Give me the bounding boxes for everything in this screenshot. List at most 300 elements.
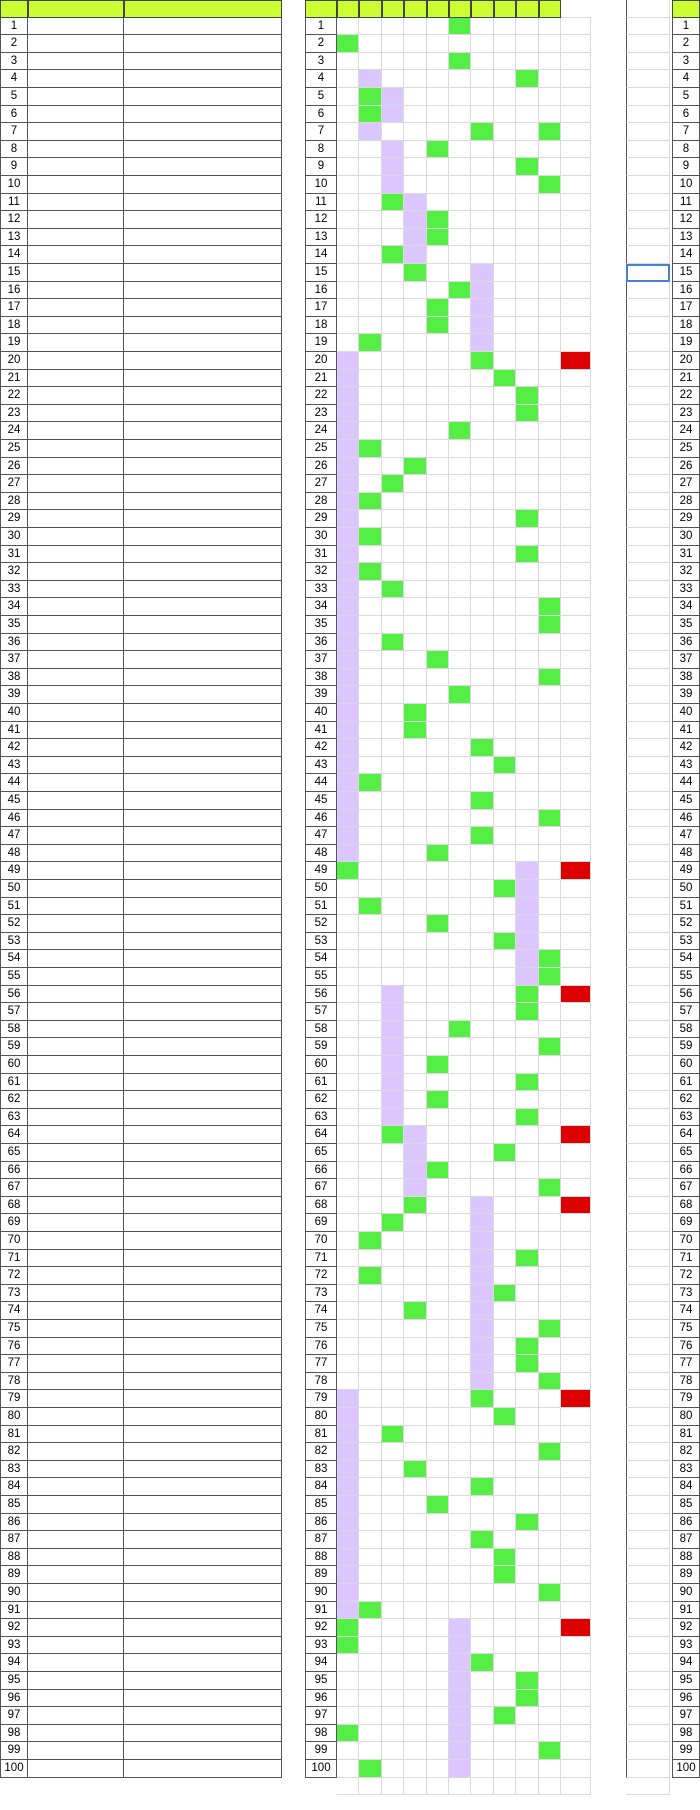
grid-cell[interactable]: [359, 528, 381, 546]
grid-cell[interactable]: [382, 634, 404, 652]
marita-cell[interactable]: [124, 229, 282, 247]
grid-cell[interactable]: [494, 458, 516, 476]
row-lp[interactable]: 94: [0, 1654, 28, 1672]
typy-cell[interactable]: [626, 1619, 670, 1637]
grid-cell[interactable]: [471, 616, 493, 634]
grid-cell[interactable]: [539, 1707, 561, 1725]
kostka-cell[interactable]: [28, 1056, 124, 1074]
grid-cell[interactable]: [382, 880, 404, 898]
marita-cell[interactable]: [124, 968, 282, 986]
grid-cell[interactable]: [427, 862, 449, 880]
grid-cell[interactable]: [516, 387, 538, 405]
grid-cell[interactable]: [471, 264, 493, 282]
grid-cell[interactable]: [494, 1074, 516, 1092]
grid-cell[interactable]: [359, 634, 381, 652]
grid-cell[interactable]: [404, 722, 426, 740]
row-lp-right[interactable]: 49: [672, 862, 700, 880]
grid-cell[interactable]: [471, 475, 493, 493]
flag-cell[interactable]: [561, 1232, 591, 1250]
typy-cell[interactable]: [626, 176, 670, 194]
grid-cell[interactable]: [539, 1214, 561, 1232]
grid-row-lp[interactable]: 36: [305, 634, 337, 652]
row-lp[interactable]: 57: [0, 1003, 28, 1021]
row-lp[interactable]: 84: [0, 1478, 28, 1496]
flag-cell[interactable]: [561, 774, 591, 792]
marita-cell[interactable]: [124, 264, 282, 282]
grid-cell[interactable]: [516, 1373, 538, 1391]
grid-cell[interactable]: [516, 458, 538, 476]
grid-cell[interactable]: [471, 1549, 493, 1567]
row-lp[interactable]: 73: [0, 1285, 28, 1303]
grid-cell[interactable]: [494, 915, 516, 933]
grid-cell[interactable]: [516, 880, 538, 898]
flag-cell[interactable]: [561, 1355, 591, 1373]
grid-cell[interactable]: [516, 1742, 538, 1760]
flag-cell[interactable]: [561, 1091, 591, 1109]
grid-cell[interactable]: [494, 1267, 516, 1285]
header-marita[interactable]: [124, 0, 282, 18]
flag-cell[interactable]: [561, 1443, 591, 1461]
grid-cell[interactable]: [471, 334, 493, 352]
grid-cell[interactable]: [516, 528, 538, 546]
grid-cell[interactable]: [427, 264, 449, 282]
grid-cell[interactable]: [449, 194, 471, 212]
kostka-cell[interactable]: [28, 968, 124, 986]
grid-cell[interactable]: [449, 352, 471, 370]
grid-cell[interactable]: [359, 1074, 381, 1092]
grid-row-lp[interactable]: 1: [305, 18, 337, 36]
row-lp-right[interactable]: 63: [672, 1109, 700, 1127]
grid-cell[interactable]: [359, 106, 381, 124]
grid-cell[interactable]: [449, 1126, 471, 1144]
marita-cell[interactable]: [124, 651, 282, 669]
grid-cell[interactable]: [337, 1707, 359, 1725]
grid-cell[interactable]: [539, 510, 561, 528]
row-lp-right[interactable]: 75: [672, 1320, 700, 1338]
typy-cell[interactable]: [626, 229, 670, 247]
grid-cell[interactable]: [539, 1690, 561, 1708]
grid-cell[interactable]: [404, 106, 426, 124]
grid-row-lp[interactable]: 95: [305, 1672, 337, 1690]
grid-row-lp[interactable]: 44: [305, 774, 337, 792]
kostka-cell[interactable]: [28, 581, 124, 599]
grid-cell[interactable]: [449, 563, 471, 581]
grid-cell[interactable]: [382, 739, 404, 757]
flag-cell[interactable]: [561, 88, 591, 106]
grid-cell[interactable]: [539, 1619, 561, 1637]
grid-cell[interactable]: [359, 1056, 381, 1074]
grid-cell[interactable]: [427, 387, 449, 405]
grid-cell[interactable]: [539, 1021, 561, 1039]
grid-cell[interactable]: [337, 546, 359, 564]
grid-cell[interactable]: [516, 282, 538, 300]
grid-cell[interactable]: [359, 282, 381, 300]
grid-cell[interactable]: [337, 563, 359, 581]
kostka-cell[interactable]: [28, 1197, 124, 1215]
grid-cell[interactable]: [449, 1003, 471, 1021]
grid-cell[interactable]: [337, 334, 359, 352]
grid-cell[interactable]: [449, 88, 471, 106]
grid-cell[interactable]: [516, 475, 538, 493]
grid-cell[interactable]: [427, 1742, 449, 1760]
grid-cell[interactable]: [471, 950, 493, 968]
row-lp-right[interactable]: 62: [672, 1091, 700, 1109]
grid-cell[interactable]: [471, 211, 493, 229]
grid-cell[interactable]: [337, 598, 359, 616]
grid-cell[interactable]: [539, 264, 561, 282]
typy-cell[interactable]: [626, 581, 670, 599]
grid-cell[interactable]: [359, 616, 381, 634]
flag-cell[interactable]: [561, 1654, 591, 1672]
grid-row-lp[interactable]: 15: [305, 264, 337, 282]
row-lp[interactable]: 34: [0, 598, 28, 616]
grid-cell[interactable]: [427, 933, 449, 951]
typy-cell[interactable]: [626, 1584, 670, 1602]
grid-cell[interactable]: [449, 1373, 471, 1391]
grid-cell[interactable]: [449, 334, 471, 352]
grid-cell[interactable]: [404, 440, 426, 458]
grid-cell[interactable]: [337, 1637, 359, 1655]
grid-cell[interactable]: [516, 211, 538, 229]
grid-row-lp[interactable]: 84: [305, 1478, 337, 1496]
grid-cell[interactable]: [539, 1074, 561, 1092]
grid-cell[interactable]: [471, 1267, 493, 1285]
grid-cell[interactable]: [359, 510, 381, 528]
grid-cell[interactable]: [449, 510, 471, 528]
grid-cell[interactable]: [539, 774, 561, 792]
grid-cell[interactable]: [516, 158, 538, 176]
grid-cell[interactable]: [516, 1355, 538, 1373]
flag-cell[interactable]: [561, 1637, 591, 1655]
grid-cell[interactable]: [539, 1549, 561, 1567]
grid-cell[interactable]: [471, 299, 493, 317]
flag-cell[interactable]: [561, 950, 591, 968]
grid-cell[interactable]: [471, 1338, 493, 1356]
grid-cell[interactable]: [494, 1549, 516, 1567]
marita-cell[interactable]: [124, 422, 282, 440]
marita-cell[interactable]: [124, 1373, 282, 1391]
row-lp-right[interactable]: 57: [672, 1003, 700, 1021]
grid-cell[interactable]: [337, 880, 359, 898]
typy-cell[interactable]: [626, 739, 670, 757]
typy-cell[interactable]: [626, 722, 670, 740]
kostka-cell[interactable]: [28, 1637, 124, 1655]
grid-cell[interactable]: [471, 1355, 493, 1373]
grid-cell[interactable]: [494, 792, 516, 810]
grid-cell[interactable]: [494, 1126, 516, 1144]
grid-cell[interactable]: [337, 440, 359, 458]
grid-cell[interactable]: [359, 1584, 381, 1602]
grid-row-lp[interactable]: 40: [305, 704, 337, 722]
grid-cell[interactable]: [449, 1038, 471, 1056]
grid-cell[interactable]: [404, 704, 426, 722]
grid-cell[interactable]: [494, 88, 516, 106]
marita-cell[interactable]: [124, 933, 282, 951]
grid-row-lp[interactable]: 62: [305, 1091, 337, 1109]
grid-cell[interactable]: [359, 1320, 381, 1338]
row-lp[interactable]: 100: [0, 1760, 28, 1778]
grid-cell[interactable]: [471, 1390, 493, 1408]
marita-cell[interactable]: [124, 1531, 282, 1549]
grid-cell[interactable]: [404, 352, 426, 370]
marita-cell[interactable]: [124, 1461, 282, 1479]
grid-cell[interactable]: [516, 757, 538, 775]
grid-cell[interactable]: [404, 1232, 426, 1250]
grid-cell[interactable]: [382, 722, 404, 740]
grid-row-lp[interactable]: 57: [305, 1003, 337, 1021]
row-lp-right[interactable]: 95: [672, 1672, 700, 1690]
typy-cell[interactable]: [626, 1426, 670, 1444]
row-lp-right[interactable]: 14: [672, 246, 700, 264]
grid-cell[interactable]: [359, 1390, 381, 1408]
grid-cell[interactable]: [516, 1426, 538, 1444]
grid-cell[interactable]: [404, 1338, 426, 1356]
total-cell[interactable]: [494, 1778, 516, 1796]
typy-cell[interactable]: [626, 1390, 670, 1408]
flag-cell[interactable]: [561, 686, 591, 704]
grid-cell[interactable]: [337, 704, 359, 722]
grid-cell[interactable]: [337, 1285, 359, 1303]
grid-cell[interactable]: [382, 211, 404, 229]
grid-cell[interactable]: [427, 334, 449, 352]
kostka-cell[interactable]: [28, 1602, 124, 1620]
typy-cell[interactable]: [626, 616, 670, 634]
grid-cell[interactable]: [337, 1091, 359, 1109]
marita-cell[interactable]: [124, 1408, 282, 1426]
grid-cell[interactable]: [516, 563, 538, 581]
grid-cell[interactable]: [539, 1003, 561, 1021]
grid-cell[interactable]: [449, 370, 471, 388]
grid-cell[interactable]: [427, 1602, 449, 1620]
marita-cell[interactable]: [124, 1267, 282, 1285]
grid-cell[interactable]: [404, 1109, 426, 1127]
typy-cell[interactable]: [626, 898, 670, 916]
typy-cell[interactable]: [626, 1514, 670, 1532]
flag-cell[interactable]: [561, 70, 591, 88]
grid-cell[interactable]: [359, 686, 381, 704]
row-lp[interactable]: 86: [0, 1514, 28, 1532]
grid-cell[interactable]: [539, 246, 561, 264]
grid-cell[interactable]: [404, 282, 426, 300]
grid-row-lp[interactable]: 25: [305, 440, 337, 458]
grid-cell[interactable]: [539, 581, 561, 599]
grid-cell[interactable]: [404, 1162, 426, 1180]
grid-cell[interactable]: [359, 1408, 381, 1426]
grid-cell[interactable]: [449, 1408, 471, 1426]
grid-cell[interactable]: [516, 1109, 538, 1127]
grid-cell[interactable]: [471, 123, 493, 141]
grid-cell[interactable]: [382, 387, 404, 405]
marita-cell[interactable]: [124, 1302, 282, 1320]
grid-cell[interactable]: [427, 1003, 449, 1021]
grid-cell[interactable]: [427, 88, 449, 106]
grid-cell[interactable]: [427, 722, 449, 740]
row-lp-right[interactable]: 48: [672, 845, 700, 863]
grid-cell[interactable]: [494, 1038, 516, 1056]
typy-cell[interactable]: [626, 1338, 670, 1356]
kostka-cell[interactable]: [28, 722, 124, 740]
flag-cell[interactable]: [561, 475, 591, 493]
grid-row-lp[interactable]: 69: [305, 1214, 337, 1232]
flag-cell[interactable]: [561, 827, 591, 845]
row-lp-right[interactable]: 61: [672, 1074, 700, 1092]
marita-cell[interactable]: [124, 1602, 282, 1620]
grid-cell[interactable]: [359, 986, 381, 1004]
grid-cell[interactable]: [404, 1302, 426, 1320]
grid-cell[interactable]: [516, 1038, 538, 1056]
row-lp[interactable]: 51: [0, 898, 28, 916]
row-lp-right[interactable]: 85: [672, 1496, 700, 1514]
grid-row-lp[interactable]: 16: [305, 282, 337, 300]
row-lp[interactable]: 23: [0, 405, 28, 423]
typy-cell[interactable]: [626, 1250, 670, 1268]
row-lp[interactable]: 37: [0, 651, 28, 669]
typy-cell[interactable]: [626, 968, 670, 986]
header-col-8[interactable]: [494, 0, 516, 18]
row-lp-right[interactable]: 70: [672, 1232, 700, 1250]
grid-cell[interactable]: [494, 35, 516, 53]
kostka-cell[interactable]: [28, 1725, 124, 1743]
kostka-cell[interactable]: [28, 264, 124, 282]
grid-cell[interactable]: [539, 1179, 561, 1197]
grid-cell[interactable]: [359, 1267, 381, 1285]
row-lp[interactable]: 1: [0, 18, 28, 36]
grid-cell[interactable]: [516, 1214, 538, 1232]
grid-cell[interactable]: [494, 1197, 516, 1215]
grid-row-lp[interactable]: 9: [305, 158, 337, 176]
grid-cell[interactable]: [427, 810, 449, 828]
grid-cell[interactable]: [494, 334, 516, 352]
row-lp[interactable]: 80: [0, 1408, 28, 1426]
row-lp[interactable]: 60: [0, 1056, 28, 1074]
row-lp[interactable]: 49: [0, 862, 28, 880]
grid-cell[interactable]: [494, 1408, 516, 1426]
grid-cell[interactable]: [471, 1531, 493, 1549]
kostka-cell[interactable]: [28, 1707, 124, 1725]
typy-cell[interactable]: [626, 915, 670, 933]
grid-cell[interactable]: [404, 1390, 426, 1408]
row-lp-right[interactable]: 64: [672, 1126, 700, 1144]
row-lp-right[interactable]: 29: [672, 510, 700, 528]
row-lp-right[interactable]: 41: [672, 722, 700, 740]
kostka-cell[interactable]: [28, 493, 124, 511]
grid-cell[interactable]: [449, 70, 471, 88]
grid-cell[interactable]: [539, 1338, 561, 1356]
flag-cell[interactable]: [561, 1690, 591, 1708]
kostka-cell[interactable]: [28, 862, 124, 880]
grid-cell[interactable]: [404, 422, 426, 440]
grid-cell[interactable]: [404, 1074, 426, 1092]
grid-cell[interactable]: [494, 757, 516, 775]
kostka-cell[interactable]: [28, 774, 124, 792]
grid-cell[interactable]: [516, 1690, 538, 1708]
grid-cell[interactable]: [449, 1514, 471, 1532]
typy-cell[interactable]: [626, 1566, 670, 1584]
grid-cell[interactable]: [516, 1267, 538, 1285]
grid-cell[interactable]: [539, 1566, 561, 1584]
typy-cell[interactable]: [626, 1162, 670, 1180]
grid-cell[interactable]: [404, 774, 426, 792]
typy-cell[interactable]: [626, 1725, 670, 1743]
grid-cell[interactable]: [516, 1760, 538, 1778]
flag-cell[interactable]: [561, 1602, 591, 1620]
grid-cell[interactable]: [427, 1478, 449, 1496]
grid-cell[interactable]: [449, 933, 471, 951]
grid-cell[interactable]: [337, 141, 359, 159]
row-lp-right[interactable]: 55: [672, 968, 700, 986]
grid-cell[interactable]: [516, 1285, 538, 1303]
kostka-cell[interactable]: [28, 1179, 124, 1197]
grid-cell[interactable]: [449, 1478, 471, 1496]
kostka-cell[interactable]: [28, 1373, 124, 1391]
grid-row-lp[interactable]: 80: [305, 1408, 337, 1426]
kostka-cell[interactable]: [28, 1619, 124, 1637]
grid-cell[interactable]: [471, 1707, 493, 1725]
grid-row-lp[interactable]: 87: [305, 1531, 337, 1549]
grid-cell[interactable]: [449, 1056, 471, 1074]
grid-cell[interactable]: [337, 194, 359, 212]
row-lp[interactable]: 52: [0, 915, 28, 933]
row-lp[interactable]: 71: [0, 1250, 28, 1268]
grid-row-lp[interactable]: 24: [305, 422, 337, 440]
flag-cell[interactable]: [561, 1426, 591, 1444]
grid-row-lp[interactable]: 96: [305, 1690, 337, 1708]
typy-cell[interactable]: [626, 1126, 670, 1144]
row-lp[interactable]: 27: [0, 475, 28, 493]
grid-cell[interactable]: [359, 581, 381, 599]
grid-cell[interactable]: [516, 862, 538, 880]
grid-cell[interactable]: [404, 827, 426, 845]
row-lp-right[interactable]: 97: [672, 1707, 700, 1725]
grid-cell[interactable]: [539, 1038, 561, 1056]
row-lp-right[interactable]: 11: [672, 194, 700, 212]
kostka-cell[interactable]: [28, 1109, 124, 1127]
kostka-cell[interactable]: [28, 1426, 124, 1444]
grid-row-lp[interactable]: 56: [305, 986, 337, 1004]
flag-cell[interactable]: [561, 616, 591, 634]
typy-cell[interactable]: [626, 774, 670, 792]
grid-cell[interactable]: [516, 123, 538, 141]
marita-cell[interactable]: [124, 440, 282, 458]
row-lp-right[interactable]: 88: [672, 1549, 700, 1567]
grid-cell[interactable]: [427, 194, 449, 212]
row-lp[interactable]: 20: [0, 352, 28, 370]
row-lp-right[interactable]: 35: [672, 616, 700, 634]
grid-row-lp[interactable]: 81: [305, 1426, 337, 1444]
grid-cell[interactable]: [404, 634, 426, 652]
typy-cell[interactable]: [626, 669, 670, 687]
grid-row-lp[interactable]: 54: [305, 950, 337, 968]
typy-cell[interactable]: [626, 299, 670, 317]
grid-cell[interactable]: [494, 1232, 516, 1250]
typy-cell[interactable]: [626, 933, 670, 951]
grid-cell[interactable]: [449, 1496, 471, 1514]
grid-cell[interactable]: [539, 405, 561, 423]
grid-cell[interactable]: [516, 422, 538, 440]
hit-flag[interactable]: [561, 1126, 591, 1144]
grid-cell[interactable]: [471, 1496, 493, 1514]
row-lp[interactable]: 11: [0, 194, 28, 212]
row-lp-right[interactable]: 44: [672, 774, 700, 792]
marita-cell[interactable]: [124, 1056, 282, 1074]
grid-cell[interactable]: [382, 123, 404, 141]
marita-cell[interactable]: [124, 317, 282, 335]
kostka-cell[interactable]: [28, 1038, 124, 1056]
grid-cell[interactable]: [494, 933, 516, 951]
kostka-cell[interactable]: [28, 246, 124, 264]
grid-cell[interactable]: [382, 1302, 404, 1320]
grid-cell[interactable]: [539, 282, 561, 300]
